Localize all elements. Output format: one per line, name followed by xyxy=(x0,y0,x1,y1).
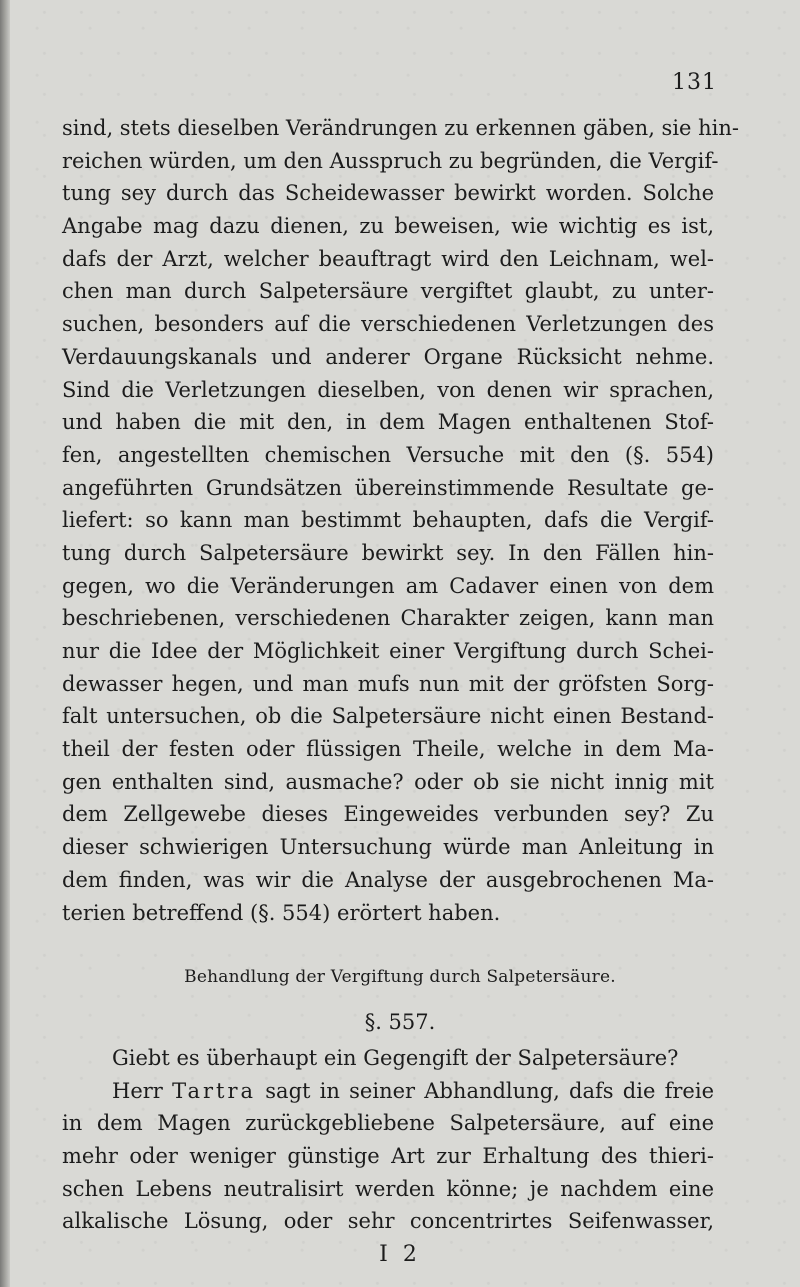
text-line: tung durch Salpetersäure bewirkt sey. In den Fällen hin- xyxy=(62,540,714,565)
text-line: dieser schwierigen Untersuchung würde man Anleitung in xyxy=(62,835,714,860)
text-line: dafs der Arzt, welcher beauftragt wird den Leichnam, wel- xyxy=(62,246,714,271)
text-line: theil der festen oder flüssigen Theile, welche in dem Ma- xyxy=(62,737,714,762)
page-number: 131 xyxy=(672,70,717,95)
page-edge-shadow xyxy=(0,0,10,1287)
text-line: mehr oder weniger günstige Art zur Erhaltung des thieri- xyxy=(62,1144,714,1169)
text-line: sind, stets dieselben Verändrungen zu erkennen gäben, sie hin- xyxy=(62,116,740,140)
text-line: angeführten Grundsätzen übereinstimmende Resultate ge- xyxy=(62,475,714,500)
text-line: chen man durch Salpetersäure vergiftet glaubt, zu unter- xyxy=(62,279,714,304)
text-line: tung sey durch das Scheidewasser bewirkt worden. Solche xyxy=(62,181,714,206)
text-line: nur die Idee der Möglichkeit einer Vergiftung durch Schei- xyxy=(62,639,714,663)
text-line: falt untersuchen, ob die Salpetersäure nicht einen Bestand- xyxy=(62,704,714,729)
text-fragment: sagt in seiner Abhandlung, dafs die freie xyxy=(265,1078,714,1103)
text-line: dem Zellgewebe dieses Eingeweides verbunden sey? Zu xyxy=(62,802,714,827)
text-line: Angabe mag dazu dienen, zu beweisen, wie wichtig es ist, xyxy=(62,214,714,239)
section-number: §. 557. xyxy=(364,1010,436,1034)
text-line: terien betreffend (§. 554) erörtert haben. xyxy=(62,900,501,925)
text-line: beschriebenen, verschiedenen Charakter zeigen, kann man xyxy=(62,606,714,631)
text-line: gen enthalten sind, ausmache? oder ob sie nicht innig mit xyxy=(62,769,714,794)
text-line: dem finden, was wir die Analyse der ausgebrochenen Ma- xyxy=(62,867,714,892)
text-line: suchen, besonders auf die verschiedenen Verletzungen des xyxy=(62,312,714,337)
text-line: schen Lebens neutralisirt werden könne; je nachdem eine xyxy=(62,1176,714,1201)
text-fragment: Herr xyxy=(112,1078,163,1103)
text-line: gegen, wo die Veränderungen am Cadaver einen von dem xyxy=(62,573,714,598)
text-line: liefert: so kann man bestimmt behaupten, dafs die Vergif- xyxy=(62,508,714,533)
paragraph-2 xyxy=(62,1042,714,1238)
text-line: alkalische Lösung, oder sehr concentrirtes Seifenwasser, xyxy=(62,1209,714,1234)
text-line: fen, angestellten chemischen Versuche mit den (§. 554) xyxy=(62,442,714,467)
paragraph-1 xyxy=(62,112,740,929)
author-name: Tartra xyxy=(172,1078,257,1103)
text-line: in dem Magen zurückgebliebene Salpetersäure, auf eine xyxy=(62,1111,714,1136)
text-line: reichen würden, um den Ausspruch zu begründen, die Vergif- xyxy=(62,148,719,173)
signature-mark: I 2 xyxy=(379,1242,421,1267)
text-line: Giebt es überhaupt ein Gegengift der Salpetersäure? xyxy=(112,1046,679,1070)
text-line: dewasser hegen, und man mufs nun mit der gröfsten Sorg- xyxy=(62,671,714,696)
text-line-with-author xyxy=(62,1075,714,1108)
text-line: Verdauungskanals und anderer Organe Rücksicht nehme. xyxy=(62,344,714,369)
section-heading: Behandlung der Vergiftung durch Salpetersäure. xyxy=(184,967,616,987)
text-line: und haben die mit den, in dem Magen enthaltenen Stof- xyxy=(62,410,714,435)
text-line: Sind die Verletzungen dieselben, von denen wir sprachen, xyxy=(62,377,714,402)
